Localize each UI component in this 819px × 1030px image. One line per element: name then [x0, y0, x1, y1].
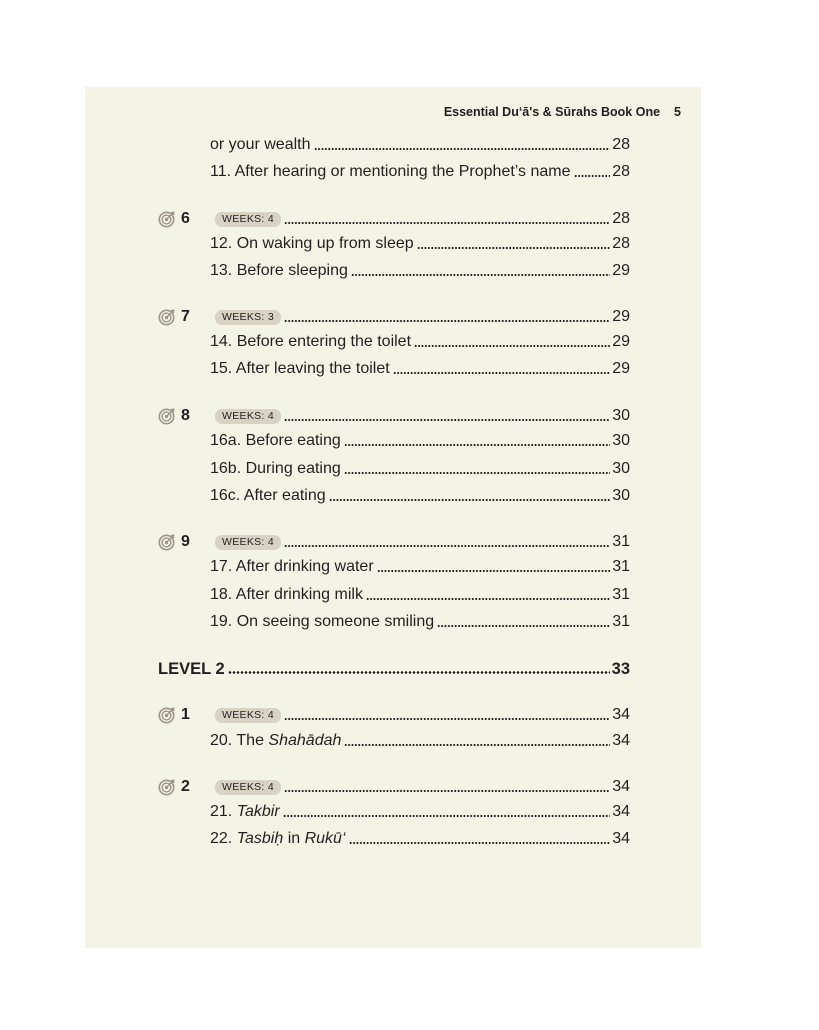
entry-page-number: 34 [612, 706, 630, 723]
entry-title-text: 16c. After eating [210, 487, 326, 504]
entry-title-text: 18. After drinking milk [210, 586, 363, 603]
entry-page-number: 31 [612, 586, 630, 603]
entry-title [210, 802, 280, 822]
toc-entry-row[interactable] [210, 581, 630, 605]
toc-lesson-row[interactable] [158, 303, 630, 327]
dot-leader [329, 499, 611, 501]
dot-leader [344, 472, 610, 474]
table-of-contents [85, 87, 701, 948]
entry-page-number: 28 [612, 210, 630, 227]
entry-page-number: 34 [612, 830, 630, 847]
entry-page-number: 28 [612, 163, 630, 180]
dot-leader [349, 842, 611, 844]
entry-title [210, 359, 390, 379]
toc-entry-row[interactable] [210, 131, 630, 155]
entry-title-italic: Rukū‘ [304, 830, 346, 847]
entry-page-number: 31 [612, 533, 630, 550]
weeks-badge: WEEKS: 4 [215, 780, 281, 795]
toc-entry-row[interactable] [210, 608, 630, 632]
entry-title-text: 16a. Before eating [210, 432, 341, 449]
toc-entry-row[interactable] [210, 825, 630, 849]
toc-entry-row[interactable] [210, 455, 630, 479]
entry-page-number: 31 [612, 613, 630, 630]
entry-title-text: 17. After drinking water [210, 558, 374, 575]
lesson-number: 9 [181, 533, 190, 550]
toc-entry-row[interactable] [210, 230, 630, 254]
page-number: 5 [674, 105, 681, 119]
dot-leader [284, 545, 610, 547]
toc-lesson-row[interactable] [158, 773, 630, 797]
toc-entry-row[interactable] [210, 257, 630, 281]
dot-leader [393, 372, 611, 374]
entry-title [210, 829, 346, 849]
entry-title-text: 12. On waking up from sleep [210, 235, 414, 252]
entry-title-text: 16b. During eating [210, 460, 341, 477]
target-icon [158, 210, 176, 228]
entry-title [210, 332, 411, 352]
toc-level-row[interactable] [158, 655, 630, 679]
weeks-badge: WEEKS: 3 [215, 310, 281, 325]
entry-title-text: 11. After hearing or mentioning the Prophet’s name [210, 163, 571, 180]
toc-lesson-row[interactable] [158, 402, 630, 426]
entry-page-number: 34 [612, 732, 630, 749]
toc-lesson-row[interactable] [158, 701, 630, 725]
entry-title-text: or your wealth [210, 136, 311, 153]
dot-leader [284, 419, 610, 421]
lesson-number: 8 [181, 407, 190, 424]
entry-page-number: 33 [611, 660, 630, 678]
entry-title [210, 486, 326, 506]
toc-entry-row[interactable] [210, 798, 630, 822]
target-icon [158, 407, 176, 425]
level-heading: LEVEL 2 [158, 660, 225, 678]
entry-title [210, 431, 341, 451]
toc-lesson-row[interactable] [158, 205, 630, 229]
entry-title-italic: Shahādah [268, 732, 342, 749]
toc-entry-row[interactable] [210, 328, 630, 352]
entry-page-number: 30 [612, 407, 630, 424]
dot-leader [284, 320, 610, 322]
entry-page-number: 30 [612, 487, 630, 504]
target-icon [158, 706, 176, 724]
dot-leader [417, 247, 611, 249]
lesson-number: 1 [181, 706, 190, 723]
entry-page-number: 29 [612, 262, 630, 279]
entry-page-number: 28 [612, 235, 630, 252]
entry-title [210, 557, 374, 577]
toc-entry-row[interactable] [210, 427, 630, 451]
dot-leader [344, 744, 610, 746]
entry-title [210, 731, 341, 751]
toc-entry-row[interactable] [210, 482, 630, 506]
entry-page-number: 31 [612, 558, 630, 575]
entry-title [210, 261, 348, 281]
dot-leader [414, 345, 610, 347]
entry-title-text: in [283, 830, 305, 847]
dot-leader [574, 175, 611, 177]
entry-title-text: 15. After leaving the toilet [210, 360, 390, 377]
dot-leader [284, 222, 610, 224]
lesson-number: 7 [181, 308, 190, 325]
entry-title-text: 20. The [210, 732, 269, 749]
entry-page-number: 30 [612, 460, 630, 477]
entry-title-text: 21. [210, 803, 237, 820]
entry-page-number: 34 [612, 803, 630, 820]
entry-title-italic: Tasbiḥ [236, 830, 284, 847]
entry-page-number: 28 [612, 136, 630, 153]
weeks-badge: WEEKS: 4 [215, 535, 281, 550]
dot-leader [366, 598, 610, 600]
entry-title-text: 19. On seeing someone smiling [210, 613, 435, 630]
toc-entry-row[interactable] [210, 355, 630, 379]
toc-lesson-row[interactable] [158, 528, 630, 552]
target-icon [158, 308, 176, 326]
entry-title [210, 135, 311, 155]
entry-page-number: 29 [612, 360, 630, 377]
dot-leader [284, 790, 610, 792]
toc-entry-row[interactable] [210, 158, 630, 182]
dot-leader [351, 274, 610, 276]
entry-title-text: 22. [210, 830, 237, 847]
lesson-number: 6 [181, 210, 190, 227]
toc-entry-row[interactable] [210, 553, 630, 577]
dot-leader [283, 815, 611, 817]
dot-leader [344, 444, 610, 446]
weeks-badge: WEEKS: 4 [215, 212, 281, 227]
entry-page-number: 34 [612, 778, 630, 795]
book-title: Essential Du‘ā's & Sūrahs Book One [443, 105, 661, 119]
dot-leader [284, 718, 610, 720]
entry-title [210, 459, 341, 479]
book-page [85, 87, 701, 948]
entry-title [210, 612, 434, 632]
toc-entry-row[interactable] [210, 727, 630, 751]
entry-title [210, 162, 571, 182]
dot-leader [228, 671, 610, 674]
weeks-badge: WEEKS: 4 [215, 409, 281, 424]
target-icon [158, 778, 176, 796]
dot-leader [377, 570, 611, 572]
entry-title [210, 234, 414, 254]
target-icon [158, 533, 176, 551]
entry-title [210, 585, 363, 605]
entry-title-text: 14. Before entering the toilet [210, 333, 412, 350]
lesson-number: 2 [181, 778, 190, 795]
entry-page-number: 30 [612, 432, 630, 449]
entry-page-number: 29 [612, 308, 630, 325]
entry-title-text: 13. Before sleeping [210, 262, 348, 279]
dot-leader [437, 625, 610, 627]
entry-page-number: 29 [612, 333, 630, 350]
weeks-badge: WEEKS: 4 [215, 708, 281, 723]
entry-title-italic: Takbir [236, 803, 280, 820]
dot-leader [314, 148, 611, 150]
